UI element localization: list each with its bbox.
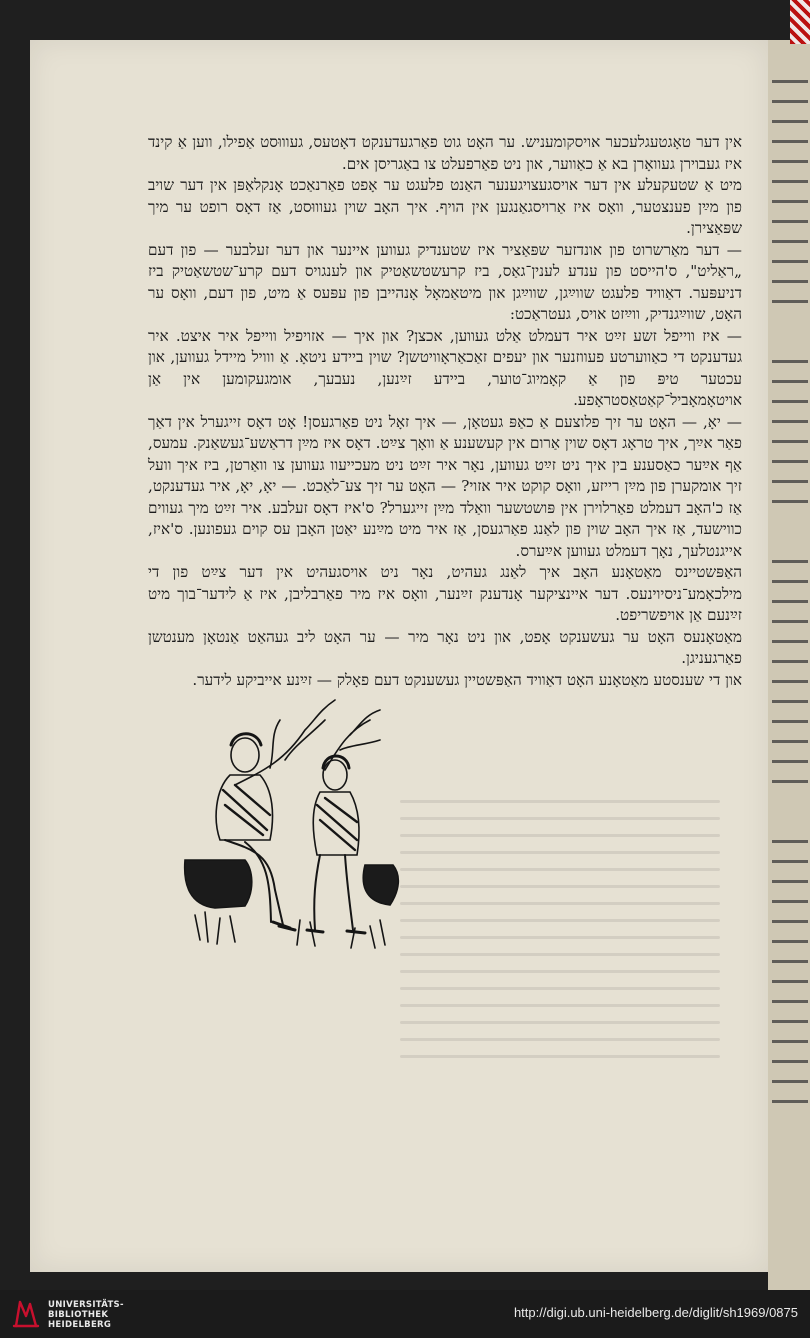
sketch-illustration (175, 690, 405, 950)
paragraph-4: — איז ווייפל זשע זײַט איר דעמלט אַלט געווען, אכצן? און איך — אזויפיל ווייפל איר איצט. איר געדענקט די כאַווערטע פעווזנער און יעפים זאַכאַראָוויטשן? שוין ביידע ניטאָ. אַ ווויל מיידל געווען, און עכטער טיפּ פון אַ קאָמיוג־טוער, ביידע זײַנען, נעבעך, אומגעקומען אין אַן אויטאָמאָביל־קאַטאַסטראָפע. (148, 326, 742, 409)
paragraph-7: מאַטאָנעס האָט ער געשענקט אָפט, און ניט נאָר מיר — ער האָט ליב געהאַט אַנטאָן מענטשן פאַרגעניגן. (148, 627, 742, 667)
footer-bar (0, 1290, 810, 1338)
adjacent-page-edge (768, 40, 810, 1290)
logo-line-3: HEIDELBERG (48, 1320, 112, 1330)
paragraph-2: מיט אַ שטעקעלע אין דער אויסגעצויגענער האַנט פלעגט ער אָפט פאַרנאַכט אָנקלאַפּן אין דער שויב פון מײַן פענצטער, וואָס איז אַרויסגאַנגען אין הויף. איך האָב שוין געוווּסט, אַז דאָס רופט ער מיך שפּאַצירן. (148, 176, 742, 237)
library-logo-icon (10, 1298, 42, 1330)
bleed-through-text (400, 800, 720, 1240)
library-logo-text (48, 1300, 124, 1330)
logo-line-1: UNIVERSITÄTS- (48, 1300, 124, 1310)
paragraph-8: און די שענסטע מאַטאָנע האָט דאַוויד האַפּשטיין געשענקט דעם פאָלק — זײַנע אייביקע לידער. (192, 670, 742, 689)
paragraph-5: — יאָ, — האָט ער זיך פלוצעם אַ כאַפּ געטאָן, — איך זאָל ניט פאַרגעסן! אָט דאָס זייגערל אין דאַך פאַר אײַך, איך טראָג דאָס שוין אַרום אין קעשענע אַ וואָך צײַט. דאָס איז מײַן דראַשע־געשאַנק. עמעס, אַף אײַער כאַסענע בין איך ניט זײַט געווען, נאָר איר זײַט ניט מעכייעוו געווען צו וואַרטן, ביז איך וועל זיך אומקערן פון מײַן רייזע, וואָס קוקט איר אזוי? — האָט ער זיך צע־לאַכט. — יאָ, יאָ, איר געדענקט, אַז כ'האָב דעמלט פאַרלוירן אין פּושטשער וואַלד מײַן זייגערל? ס'איז דאָס זעלבע. איר זײַט מיך געווים כווישעד, אַז איך האָב שוין פון לאַנג פאַרגעסן, אַז איר מיט מײַנע יאַטן האָבן עס קוים געפונען. ס'איז, אייגנטלעך, נאָך דעמלט געווען אײַערס. (148, 412, 742, 560)
page-text (148, 132, 742, 691)
paragraph-3: — דער מאַרשרוט פון אונדזער שפּאַציר איז שטענדיק געווען איינער און דער זעלבער — פון דעם „ראַליט", ס'הייסט פון ענדע לענין־גאַס, ביז קרעשטשאַטיק און לענגויס דעם קרע־שטשאַטיק ביז דניעפּער. דאַוויד פלעגט שווײַגן, שווײַגן און מיטאַמאָל אָנהייבן פון עפּעס אַ מיט, פון דעם, וואָס ער האָט, שווײַגנדיק, ווײַזט אויס, געטראַכט: (148, 240, 742, 323)
book-page (30, 40, 768, 1272)
paragraph-6: האַפּשטיינס מאַטאָנע האָב איך לאַנג געהיט, נאָר ניט אויסגעהיט אין דער צײַט פון די מילכאָמע־ניסיוינעס. דער איינציקער אָנדענק זײַנער, וואָס איז מיר פאַרבליבן, איז אַ לידער־בוך מיט זײַנעם אַן אויפשריפט. (148, 563, 742, 624)
logo-line-2: BIBLIOTHEK (48, 1310, 109, 1320)
source-url-link[interactable]: http://digi.ub.uni-heidelberg.de/diglit/sh1969/0875 (513, 1305, 798, 1320)
paragraph-1: אין דער טאָגטעגלעכער אויסקומעניש. ער האָט גוט פאַרגעדענקט דאָטעס, געוווּסט אַפילו, ווען אַ קינד איז געבוירן געוואָרן בא אַ כאַווער, און ניט פאַרפעלט צו באַגריסן אים. (148, 133, 742, 173)
page-marker-ribbon (790, 0, 810, 44)
